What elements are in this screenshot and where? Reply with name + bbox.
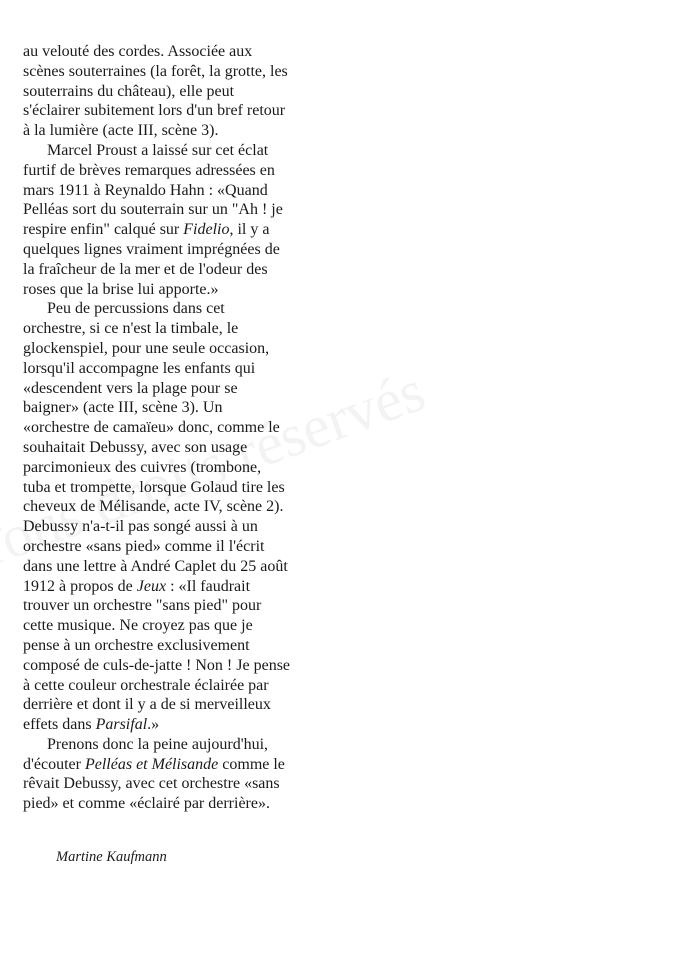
text-line bbox=[23, 42, 323, 62]
text-line bbox=[23, 636, 323, 656]
text-line bbox=[23, 537, 323, 557]
text-line bbox=[23, 577, 323, 597]
text-line bbox=[23, 438, 323, 458]
text-span: dans une lettre à André Caplet du 25 août bbox=[23, 557, 288, 575]
text-span: à la lumière (acte III, scène 3). bbox=[23, 122, 219, 140]
text-line bbox=[23, 715, 323, 735]
text-span: composé de culs-de-jatte ! Non ! Je pense bbox=[23, 656, 291, 674]
text-span: , il y a bbox=[229, 221, 270, 239]
text-span: souterrains du château), elle peut bbox=[23, 82, 235, 100]
text-span: trouver un orchestre "sans pied" pour bbox=[23, 597, 262, 615]
italic-title: Parsifal bbox=[95, 716, 148, 734]
text-line bbox=[23, 774, 323, 794]
text-line bbox=[23, 755, 323, 775]
text-span: d'écouter bbox=[23, 755, 85, 773]
text-line bbox=[23, 695, 323, 715]
text-line bbox=[23, 458, 323, 478]
text-line bbox=[23, 62, 323, 82]
text-span: : «Il faudrait bbox=[166, 577, 251, 595]
italic-title: Jeux bbox=[136, 577, 167, 595]
text-line bbox=[23, 676, 323, 696]
text-line bbox=[23, 735, 323, 755]
italic-title: Pelléas et Mélisande bbox=[84, 755, 219, 773]
text-span: s'éclairer subitement lors d'un bref retour bbox=[23, 102, 286, 120]
text-span: au velouté des cordes. Associée aux bbox=[23, 43, 253, 60]
text-line bbox=[23, 497, 323, 517]
text-line bbox=[23, 557, 323, 577]
paragraph bbox=[23, 299, 323, 735]
text-span: «descendent vers la plage pour se bbox=[23, 379, 238, 397]
text-line bbox=[23, 181, 323, 201]
text-span: 1912 à propos de bbox=[23, 577, 137, 595]
paragraph bbox=[23, 735, 323, 814]
text-span: orchestre, si ce n'est la timbale, le bbox=[23, 320, 239, 338]
text-span: Prenons donc la peine aujourd'hui, bbox=[47, 735, 269, 753]
text-line bbox=[23, 339, 323, 359]
text-span: lorsqu'il accompagne les enfants qui bbox=[23, 359, 256, 377]
text-span: Pelléas sort du souterrain sur un "Ah ! je bbox=[23, 201, 283, 219]
text-span: effets dans bbox=[23, 716, 96, 734]
text-span: cheveux de Mélisande, acte IV, scène 2). bbox=[23, 498, 284, 516]
text-line bbox=[23, 359, 323, 379]
text-line bbox=[23, 319, 323, 339]
text-span: rêvait Debussy, avec cet orchestre «sans bbox=[23, 775, 280, 793]
text-span: Debussy n'a-t-il pas songé aussi à un bbox=[23, 518, 258, 536]
text-span: mars 1911 à Reynaldo Hahn : «Quand bbox=[23, 181, 268, 199]
text-line bbox=[23, 82, 323, 102]
author-signature: Martine Kaufmann bbox=[56, 849, 167, 865]
text-line bbox=[23, 478, 323, 498]
text-line bbox=[23, 656, 323, 676]
text-span: respire enfin" calqué sur bbox=[23, 221, 184, 239]
text-span: la fraîcheur de la mer et de l'odeur des bbox=[23, 260, 268, 278]
text-span: furtif de brèves remarques adressées en bbox=[23, 161, 275, 179]
text-line bbox=[23, 379, 323, 399]
text-span: Marcel Proust a laissé sur cet éclat bbox=[47, 141, 269, 159]
text-line bbox=[23, 596, 323, 616]
text-line bbox=[23, 517, 323, 537]
text-line bbox=[23, 260, 323, 280]
text-span: comme le bbox=[218, 755, 285, 773]
paragraph bbox=[23, 42, 323, 141]
text-span: glockenspiel, pour une seule occasion, bbox=[23, 339, 270, 357]
text-span: scènes souterraines (la forêt, la grotte, les bbox=[23, 62, 288, 80]
text-line bbox=[23, 398, 323, 418]
text-span: pied» et comme «éclairé par derrière». bbox=[23, 795, 270, 813]
text-span: «orchestre de camaïeu» donc, comme le bbox=[23, 419, 280, 437]
text-span: roses que la brise lui apporte.» bbox=[23, 280, 219, 298]
text-line bbox=[23, 794, 323, 814]
text-line bbox=[23, 240, 323, 260]
text-span: .» bbox=[147, 716, 160, 734]
text-span: parcimonieux des cuivres (trombone, bbox=[23, 458, 262, 476]
text-span: tuba et trompette, lorsque Golaud tire les bbox=[23, 478, 285, 496]
text-line bbox=[23, 141, 323, 161]
text-line bbox=[23, 220, 323, 240]
text-span: quelques lignes vraiment imprégnées de bbox=[23, 240, 280, 258]
text-line bbox=[23, 418, 323, 438]
text-span: orchestre «sans pied» comme il l'écrit bbox=[23, 537, 265, 555]
italic-title: Fidelio bbox=[183, 221, 230, 239]
text-span: à cette couleur orchestrale éclairée par bbox=[23, 676, 269, 694]
text-line bbox=[23, 121, 323, 141]
text-span: souhaitait Debussy, avec son usage bbox=[23, 438, 248, 456]
text-line bbox=[23, 161, 323, 181]
text-span: baigner» (acte III, scène 3). Un bbox=[23, 399, 223, 417]
text-line bbox=[23, 299, 323, 319]
text-line bbox=[23, 101, 323, 121]
text-span: cette musique. Ne croyez pas que je bbox=[23, 617, 253, 635]
text-line bbox=[23, 616, 323, 636]
text-span: derrière et dont il y a de si merveilleux bbox=[23, 696, 271, 714]
text-span: pense à un orchestre exclusivement bbox=[23, 636, 250, 654]
text-line bbox=[23, 280, 323, 300]
paragraph bbox=[23, 141, 323, 299]
text-span: Peu de percussions dans cet bbox=[47, 300, 225, 318]
article-body bbox=[23, 42, 323, 814]
text-line bbox=[23, 200, 323, 220]
